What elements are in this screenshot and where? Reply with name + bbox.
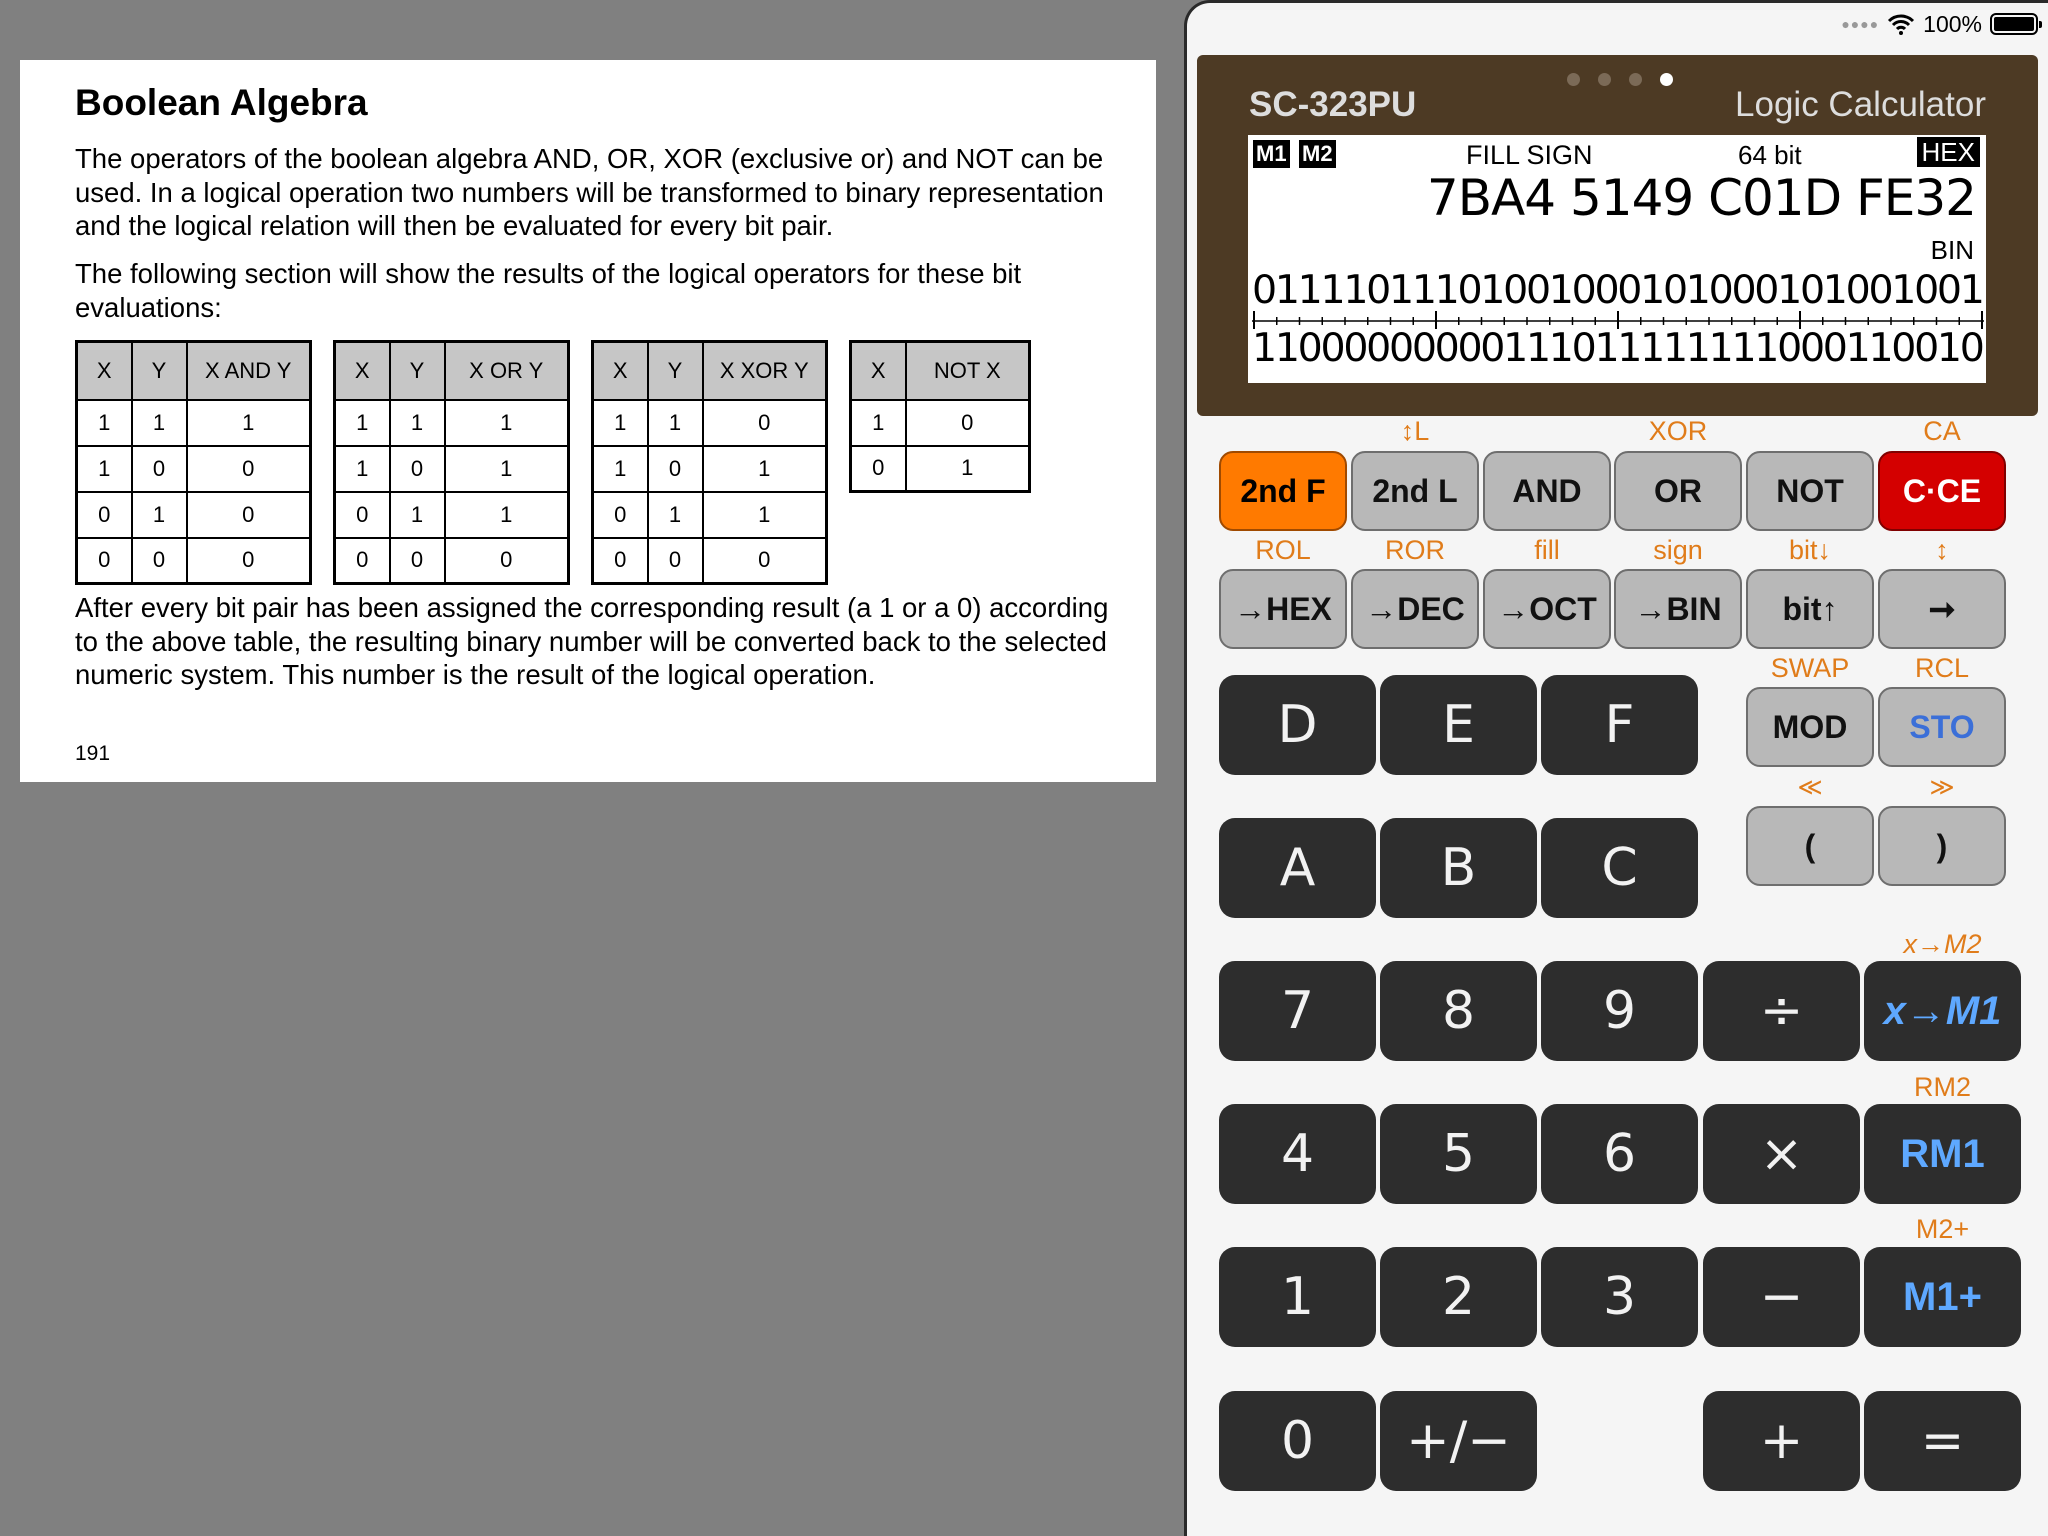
table-cell: 0 (335, 538, 390, 584)
table-cell: 1 (445, 492, 569, 538)
table-cell: 0 (77, 492, 132, 538)
to-oct-button[interactable]: →OCT (1483, 569, 1611, 649)
label-shift-left: ≪ (1797, 774, 1823, 801)
bit-up-button[interactable]: bit↑ (1746, 569, 1874, 649)
table-cell: 1 (593, 400, 648, 446)
left-paren-button[interactable]: ( (1746, 806, 1874, 886)
digit-9-button[interactable]: 9 (1541, 961, 1698, 1061)
binary-line-2: 11000000000111011111111000110010 (1252, 325, 1983, 371)
label-rol: ROL (1255, 535, 1311, 565)
subtract-button[interactable]: − (1703, 1247, 1860, 1347)
manual-page (20, 60, 1156, 782)
table-row (851, 400, 1030, 446)
memory1-indicator: M1 (1253, 140, 1290, 168)
table-cell: 0 (187, 538, 311, 584)
equals-button[interactable]: = (1864, 1391, 2021, 1491)
second-f-button[interactable]: 2nd F (1219, 451, 1347, 531)
divide-button[interactable]: ÷ (1703, 961, 1860, 1061)
table-cell: 1 (77, 400, 132, 446)
m1-plus-button[interactable]: M1+ (1864, 1247, 2021, 1347)
digit-d-button[interactable]: D (1219, 675, 1376, 775)
page-indicator[interactable] (1567, 73, 1673, 86)
digit-2-button[interactable]: 2 (1380, 1247, 1537, 1347)
multiply-button[interactable]: × (1703, 1104, 1860, 1204)
x-to-m1-button[interactable]: x→M1 (1864, 961, 2021, 1061)
label-rm2: RM2 (1913, 1072, 1971, 1102)
table-cell: 0 (906, 400, 1030, 446)
table-cell: 1 (187, 400, 311, 446)
second-l-button[interactable]: 2nd L (1351, 451, 1479, 531)
table-cell: 1 (132, 400, 187, 446)
digit-7-button[interactable]: 7 (1219, 961, 1376, 1061)
page-dot-active[interactable] (1660, 73, 1673, 86)
table-row (851, 446, 1030, 492)
or-button[interactable]: OR (1614, 451, 1742, 531)
table-cell: 0 (703, 538, 827, 584)
table-cell: 1 (390, 492, 445, 538)
table-header: X (851, 342, 906, 400)
table-cell: 0 (851, 446, 906, 492)
memory2-indicator: M2 (1299, 140, 1336, 168)
table-row (77, 538, 311, 584)
label-2ndl-secondary: ↕L (1400, 416, 1430, 446)
label-m2-plus: M2+ (1915, 1214, 1970, 1244)
table-header: Y (132, 342, 187, 400)
label-x-to-m2: x→M2 (1903, 929, 1982, 959)
table-header: Y (390, 342, 445, 400)
and-truth-table (75, 340, 312, 585)
not-truth-table (849, 340, 1031, 493)
to-bin-button[interactable]: →BIN (1614, 569, 1742, 649)
or-truth-table (333, 340, 570, 585)
not-button[interactable]: NOT (1746, 451, 1874, 531)
table-cell: 1 (390, 400, 445, 446)
table-row (593, 446, 827, 492)
table-cell: 1 (648, 400, 703, 446)
right-paren-button[interactable]: ) (1878, 806, 2006, 886)
table-row (335, 538, 569, 584)
digit-e-button[interactable]: E (1380, 675, 1537, 775)
table-cell: 0 (187, 446, 311, 492)
table-cell: 0 (648, 446, 703, 492)
table-header: Y (648, 342, 703, 400)
table-cell: 1 (445, 400, 569, 446)
xor-truth-table (591, 340, 828, 585)
rm1-button[interactable]: RM1 (1864, 1104, 2021, 1204)
digit-3-button[interactable]: 3 (1541, 1247, 1698, 1347)
label-or-secondary: XOR (1648, 416, 1708, 446)
table-cell: 1 (593, 446, 648, 492)
table-cell: 0 (593, 538, 648, 584)
fill-sign-indicator: FILL SIGN (1466, 140, 1593, 170)
table-cell: 1 (335, 400, 390, 446)
table-row (77, 400, 311, 446)
battery-icon (1990, 13, 2038, 35)
digit-b-button[interactable]: B (1380, 818, 1537, 918)
table-header: X XOR Y (703, 342, 827, 400)
table-cell: 1 (132, 492, 187, 538)
lcd-display (1248, 135, 1986, 383)
conclusion-paragraph: After every bit pair has been assigned the corresponding result (a 1 or a 0) according to the above table, the resulting binary number will be converted back to the selected numeric system. This number is the result of the logical operation. (75, 592, 1109, 690)
table-cell: 0 (703, 400, 827, 446)
table-row (77, 492, 311, 538)
table-cell: 1 (648, 492, 703, 538)
negate-button[interactable]: +/− (1380, 1391, 1537, 1491)
label-swap: SWAP (1770, 653, 1850, 683)
table-cell: 0 (593, 492, 648, 538)
sto-button[interactable]: STO (1878, 687, 2006, 767)
table-cell: 0 (132, 446, 187, 492)
table-cell: 0 (187, 492, 311, 538)
label-shift-right: ≫ (1929, 774, 1955, 801)
table-cell: 0 (648, 538, 703, 584)
table-cell: 1 (703, 446, 827, 492)
arrow-right-button[interactable]: ➞ (1878, 569, 2006, 649)
signal-icon: ●●●● (1841, 16, 1880, 32)
intro-paragraph: The operators of the boolean algebra AND, OR, XOR (exclusive or) and NOT can be used. In a logical operation two numbers will be transformed to binary representation and the logical relation will then be evaluated for every bit pair. (75, 143, 1104, 241)
table-cell: 1 (77, 446, 132, 492)
table-row (335, 400, 569, 446)
table-cell: 1 (445, 446, 569, 492)
binary-line-1: 01111011101001000101000101001001 (1252, 267, 1983, 313)
table-row (77, 446, 311, 492)
model-name: SC-323PU (1249, 85, 1417, 124)
digit-0-button[interactable]: 0 (1219, 1391, 1376, 1491)
table-cell: 0 (390, 446, 445, 492)
digit-4-button[interactable]: 4 (1219, 1104, 1376, 1204)
table-cell: 1 (335, 446, 390, 492)
digit-8-button[interactable]: 8 (1380, 961, 1537, 1061)
table-row (593, 538, 827, 584)
table-header: X (335, 342, 390, 400)
label-cce-secondary: CA (1923, 416, 1961, 446)
table-header: X (593, 342, 648, 400)
page-dot[interactable] (1598, 73, 1611, 86)
digit-f-button[interactable]: F (1541, 675, 1698, 775)
display-bezel (1197, 55, 2038, 416)
table-cell: 0 (77, 538, 132, 584)
main-value: 7BA4 5149 C01D FE32 (1426, 169, 1976, 227)
label-updown: ↕ (1935, 535, 1949, 565)
page-title: Boolean Algebra (75, 82, 368, 123)
table-row (335, 492, 569, 538)
label-bit-down: bit↓ (1788, 535, 1832, 565)
table-cell: 0 (132, 538, 187, 584)
section-paragraph: The following section will show the results of the logical operators for these bit evaluations: (75, 258, 1022, 323)
table-cell: 0 (335, 492, 390, 538)
and-button[interactable]: AND (1483, 451, 1611, 531)
page-dot[interactable] (1567, 73, 1580, 86)
table-row (335, 446, 569, 492)
digit-5-button[interactable]: 5 (1380, 1104, 1537, 1204)
digit-6-button[interactable]: 6 (1541, 1104, 1698, 1204)
table-row (593, 400, 827, 446)
table-cell: 1 (703, 492, 827, 538)
table-header: X OR Y (445, 342, 569, 400)
page-dot[interactable] (1629, 73, 1642, 86)
table-header: NOT X (906, 342, 1030, 400)
table-header: X (77, 342, 132, 400)
calculator-name: Logic Calculator (1735, 85, 1986, 124)
table-cell: 1 (851, 400, 906, 446)
mode-indicator: HEX (1917, 137, 1980, 167)
table-cell: 1 (906, 446, 1030, 492)
digit-1-button[interactable]: 1 (1219, 1247, 1376, 1347)
digit-a-button[interactable]: A (1219, 818, 1376, 918)
bin-label: BIN (1930, 235, 1974, 265)
status-bar (1841, 9, 2038, 39)
to-dec-button[interactable]: →DEC (1351, 569, 1479, 649)
table-cell: 0 (445, 538, 569, 584)
label-rcl: RCL (1914, 653, 1969, 683)
battery-percent: 100% (1923, 10, 1982, 37)
to-hex-button[interactable]: →HEX (1219, 569, 1347, 649)
label-sign: sign (1653, 535, 1703, 565)
label-fill: fill (1534, 535, 1560, 565)
clear-button[interactable]: C·CE (1878, 451, 2006, 531)
wifi-icon (1887, 13, 1915, 35)
table-cell: 0 (390, 538, 445, 584)
digit-c-button[interactable]: C (1541, 818, 1698, 918)
add-button[interactable]: + (1703, 1391, 1860, 1491)
table-header: X AND Y (187, 342, 311, 400)
mod-button[interactable]: MOD (1746, 687, 1874, 767)
label-ror: ROR (1385, 535, 1445, 565)
page-number: 191 (75, 742, 111, 765)
word-size-indicator: 64 bit (1738, 140, 1802, 170)
table-row (593, 492, 827, 538)
calculator-app (1184, 0, 2048, 1536)
